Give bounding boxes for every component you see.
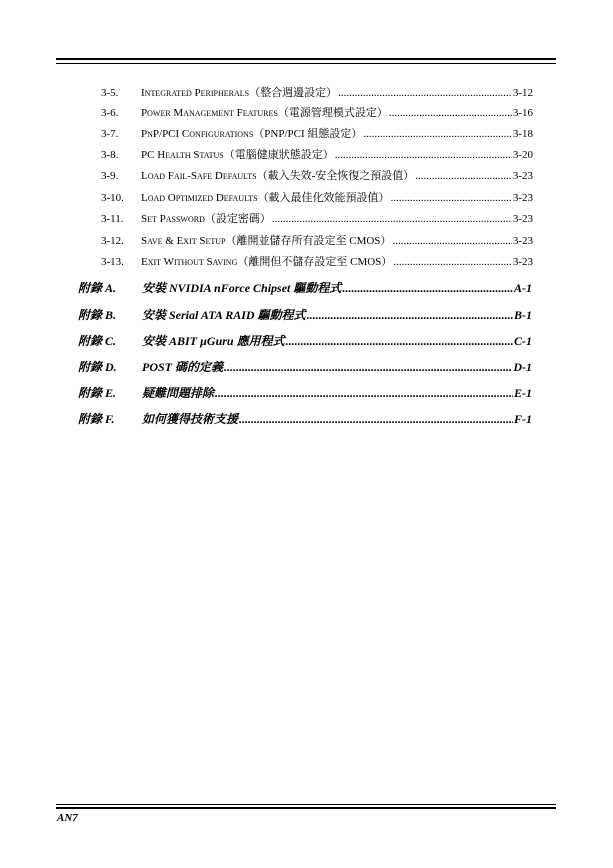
toc-number: 3-8. — [101, 149, 119, 161]
appendix-entry — [78, 410, 532, 432]
toc-title-zh: （整合週邊設定） — [249, 87, 338, 99]
appendix-page: B-1 — [514, 308, 532, 322]
appendix-entry — [78, 279, 532, 301]
toc-title — [141, 146, 334, 162]
toc-page: 3-20 — [512, 149, 533, 161]
toc-title-zh: （離開並儲存所有設定至 CMOS） — [225, 235, 392, 247]
toc-entry — [101, 232, 533, 252]
toc-title — [141, 189, 390, 205]
toc-title-en: Save & Exit Setup — [141, 235, 226, 247]
toc-title-en: PnP/PCI Configurations — [141, 128, 254, 140]
footer-rule-thin — [56, 804, 556, 805]
leader-dots — [393, 256, 512, 268]
toc-title-zh: （載入最佳化效能預設值） — [257, 192, 390, 204]
toc-page: 3-23 — [512, 170, 533, 182]
toc-title — [141, 84, 337, 100]
appendix-page: A-1 — [514, 281, 532, 295]
footer-model-name: AN7 — [57, 812, 78, 824]
toc-title — [141, 253, 392, 269]
toc-title-en: Load Optimized Defaults — [141, 192, 258, 204]
toc-entry — [101, 84, 533, 104]
leader-dots — [215, 386, 513, 401]
leader-dots — [239, 412, 513, 427]
toc-entry — [101, 167, 533, 187]
toc-entry — [101, 146, 533, 166]
toc-number: 3-11. — [101, 213, 124, 225]
appendix-label: 附錄 F. — [78, 412, 115, 426]
appendix-title: 安裝 Serial ATA RAID 驅動程式 — [142, 308, 306, 322]
toc-number: 3-5. — [101, 87, 119, 99]
leader-dots — [224, 360, 512, 375]
toc-page: 3-23 — [512, 256, 533, 268]
appendix-entry — [78, 384, 532, 406]
toc-title — [141, 104, 388, 120]
toc-page: 3-12 — [512, 87, 533, 99]
leader-dots — [415, 170, 512, 182]
toc-entry — [101, 125, 533, 145]
leader-dots — [391, 192, 512, 204]
appendix-page: D-1 — [513, 360, 532, 374]
leader-dots — [392, 235, 511, 247]
appendix-title: 疑難問題排除 — [142, 386, 215, 400]
toc-title — [141, 232, 391, 248]
toc-entry — [101, 253, 533, 273]
leader-dots — [272, 213, 512, 225]
leader-dots — [389, 107, 512, 119]
toc-title-zh: （電源管理模式設定） — [277, 107, 388, 119]
toc-number: 3-12. — [101, 235, 124, 247]
appendix-title: 安裝 NVIDIA nForce Chipset 驅動程式 — [142, 281, 342, 295]
toc-entry — [101, 210, 533, 230]
appendix-page: F-1 — [514, 412, 532, 426]
leader-dots — [286, 334, 513, 349]
toc-title-en: Load Fail-Safe Defaults — [141, 170, 257, 182]
footer-rule-thick — [56, 807, 556, 809]
toc-number: 3-10. — [101, 192, 124, 204]
toc-title — [141, 210, 271, 226]
appendix-page: E-1 — [514, 386, 532, 400]
toc-title-zh: （載入失效-安全恢復之預設值） — [256, 170, 415, 182]
toc-page: 3-23 — [512, 235, 533, 247]
appendix-title: 安裝 ABIT µGuru 應用程式 — [142, 334, 285, 348]
appendix-entry — [78, 332, 532, 354]
toc-entry — [101, 104, 533, 124]
appendix-label: 附錄 C. — [78, 334, 117, 348]
leader-dots — [335, 149, 512, 161]
toc-page: 3-18 — [512, 128, 533, 140]
leader-dots — [307, 308, 513, 323]
toc-entry — [101, 189, 533, 209]
toc-title-en: Exit Without Saving — [141, 256, 238, 268]
leader-dots — [338, 87, 512, 99]
toc-title-zh: （電腦健康狀態設定） — [223, 149, 334, 161]
appendix-page: C-1 — [514, 334, 532, 348]
header-rule-thick — [56, 58, 556, 60]
toc-title — [141, 167, 414, 183]
toc-number: 3-9. — [101, 170, 119, 182]
header-rule-thin — [56, 63, 556, 64]
toc-page: 3-23 — [512, 192, 533, 204]
appendix-title: POST 碼的定義 — [142, 360, 224, 374]
toc-page: 3-23 — [512, 213, 533, 225]
appendix-entry — [78, 306, 532, 328]
toc-title-zh: （PNP/PCI 組態設定） — [253, 128, 363, 140]
toc-title-zh: （離開但不儲存設定至 CMOS） — [237, 256, 393, 268]
leader-dots — [363, 128, 511, 140]
toc-title-en: Power Management Features — [141, 107, 278, 119]
toc-title-en: Set Password — [141, 213, 205, 225]
appendix-title: 如何獲得技術支援 — [142, 412, 239, 426]
toc-title-en: Integrated Peripherals — [141, 87, 250, 99]
leader-dots — [342, 281, 513, 296]
toc-page: 3-16 — [512, 107, 533, 119]
appendix-entry — [78, 358, 532, 380]
toc-title — [141, 125, 362, 141]
toc-title-zh: （設定密碼） — [204, 213, 271, 225]
toc-number: 3-13. — [101, 256, 124, 268]
appendix-label: 附錄 B. — [78, 308, 117, 322]
toc-number: 3-6. — [101, 107, 119, 119]
toc-number: 3-7. — [101, 128, 119, 140]
toc-title-en: PC Health Status — [141, 149, 224, 161]
appendix-label: 附錄 E. — [78, 386, 117, 400]
appendix-label: 附錄 A. — [78, 281, 117, 295]
appendix-label: 附錄 D. — [78, 360, 117, 374]
